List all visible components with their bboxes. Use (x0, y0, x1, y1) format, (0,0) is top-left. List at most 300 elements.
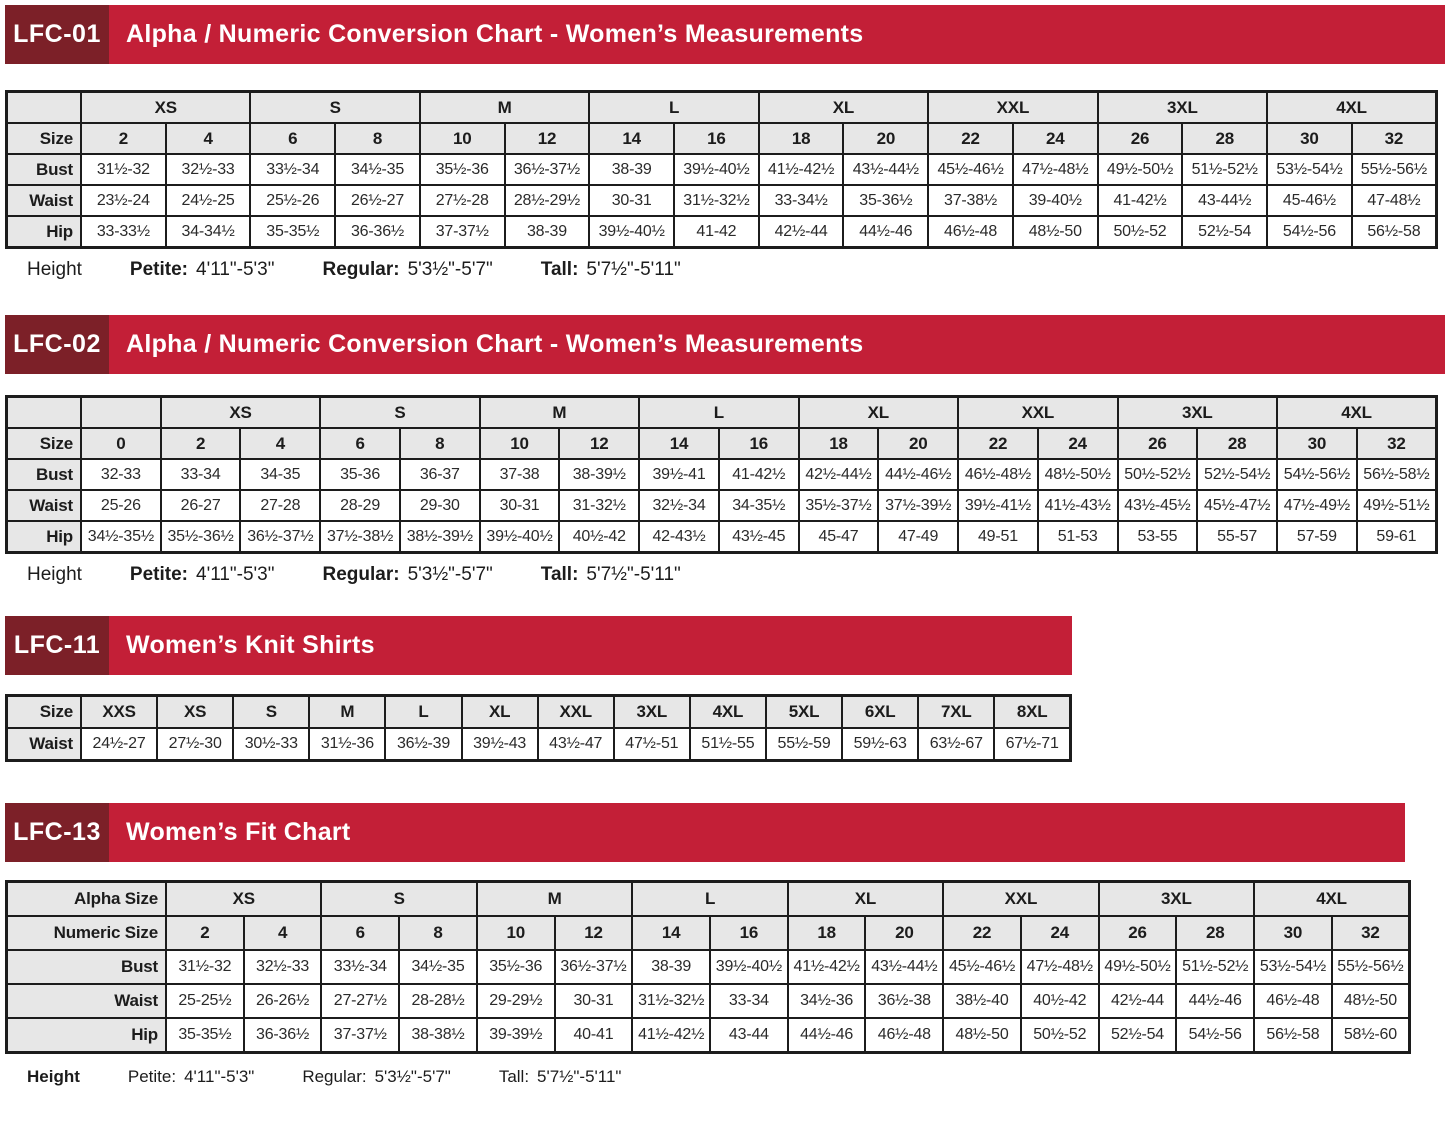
value-cell: 42½-44½ (799, 459, 879, 490)
header-cell: XL (759, 92, 928, 124)
conversion-table-lfc-02 (5, 395, 1438, 554)
header-cell: XS (161, 397, 320, 429)
value-cell: 51½-52½ (1176, 950, 1254, 984)
header-cell: XXL (958, 397, 1117, 429)
value-cell: 28½-29½ (505, 185, 590, 216)
value-cell: 45½-46½ (928, 154, 1013, 185)
header-cell: 8 (400, 428, 480, 459)
value-cell: 39½-40½ (480, 521, 560, 553)
header-cell: S (320, 397, 479, 429)
header-cell: 10 (420, 123, 505, 154)
header-cell: 14 (589, 123, 674, 154)
row-label-cell: Bust (7, 459, 82, 490)
value-cell: 36½-37½ (240, 521, 320, 553)
header-cell: 26 (1098, 123, 1183, 154)
petite-value: 4'11"-5'3" (184, 1067, 255, 1086)
section-tag: LFC-02 (5, 315, 109, 374)
value-cell: 38-39½ (559, 459, 639, 490)
header-cell: S (250, 92, 419, 124)
value-cell: 33-34 (161, 459, 241, 490)
header-cell: 28 (1182, 123, 1267, 154)
value-cell: 28-29 (320, 490, 400, 521)
row-label-cell: Hip (7, 521, 82, 553)
value-cell: 35-36 (320, 459, 400, 490)
value-cell: 40½-42 (1021, 984, 1099, 1018)
value-cell: 32-33 (81, 459, 161, 490)
header-cell: 26 (1118, 428, 1198, 459)
value-cell: 36½-37½ (505, 154, 590, 185)
value-cell: 28-28½ (399, 984, 477, 1018)
value-cell: 50½-52 (1021, 1018, 1099, 1053)
value-cell: 25-26 (81, 490, 161, 521)
value-cell: 25-25½ (166, 984, 244, 1018)
regular-value: 5'3½"-5'7" (407, 564, 493, 585)
value-cell: 56½-58½ (1357, 459, 1437, 490)
value-cell: 43-44½ (1182, 185, 1267, 216)
value-cell: 48½-50 (943, 1018, 1021, 1053)
value-cell: 30-31 (555, 984, 633, 1018)
height-petite (130, 564, 275, 586)
row-label-cell: Waist (7, 185, 82, 216)
value-cell: 37-38 (480, 459, 560, 490)
header-cell: L (639, 397, 798, 429)
value-cell: 34-35½ (719, 490, 799, 521)
header-cell: 30 (1267, 123, 1352, 154)
row-label-cell (7, 397, 82, 429)
row-label-cell: Hip (7, 216, 82, 248)
header-cell: 6 (320, 428, 400, 459)
value-cell: 38-39 (589, 154, 674, 185)
value-cell: 42-43½ (639, 521, 719, 553)
value-cell: 41½-42½ (788, 950, 866, 984)
header-cell: 24 (1021, 916, 1099, 950)
value-cell: 36½-37½ (555, 950, 633, 984)
table-row (7, 185, 1437, 216)
section-lfc-13 (5, 803, 1445, 1087)
value-cell: 24½-25 (166, 185, 251, 216)
header-cell: 4XL (1277, 397, 1436, 429)
header-cell: 4XL (690, 696, 766, 729)
value-cell: 38-39 (632, 950, 710, 984)
header-cell: 0 (81, 428, 161, 459)
header-cell: 28 (1197, 428, 1277, 459)
value-cell: 34½-35½ (81, 521, 161, 553)
value-cell: 44½-46 (843, 216, 928, 248)
value-cell: 34½-36 (788, 984, 866, 1018)
value-cell: 47-49 (878, 521, 958, 553)
section-header-bar (5, 315, 1445, 374)
value-cell: 36½-38 (865, 984, 943, 1018)
value-cell: 38½-40 (943, 984, 1021, 1018)
section-title: Women’s Knit Shirts (126, 631, 375, 659)
header-cell: 14 (639, 428, 719, 459)
value-cell: 57-59 (1277, 521, 1357, 553)
header-cell: XXL (538, 696, 614, 729)
value-cell: 32½-33 (244, 950, 322, 984)
value-cell: 59-61 (1357, 521, 1437, 553)
value-cell: 27½-28 (420, 185, 505, 216)
section-header-bar (5, 616, 1072, 675)
row-label-cell: Waist (7, 490, 82, 521)
tall-label: Tall: (540, 564, 579, 585)
value-cell: 48½-50 (1332, 984, 1410, 1018)
table-row (7, 92, 1437, 124)
petite-label: Petite: (127, 1067, 177, 1086)
value-cell: 41-42½ (719, 459, 799, 490)
height-note (27, 564, 1445, 586)
value-cell: 39½-41 (639, 459, 719, 490)
row-label-cell: Hip (7, 1018, 167, 1053)
value-cell: 33½-34 (250, 154, 335, 185)
header-cell: 4 (240, 428, 320, 459)
value-cell: 47½-51 (614, 728, 690, 761)
height-label: Height (27, 1067, 80, 1086)
value-cell: 53½-54½ (1254, 950, 1332, 984)
value-cell: 53-55 (1118, 521, 1198, 553)
value-cell: 55½-56½ (1352, 154, 1437, 185)
header-cell: 3XL (1099, 882, 1254, 917)
value-cell: 35½-36 (477, 950, 555, 984)
header-cell: XXL (943, 882, 1098, 917)
value-cell: 37-37½ (420, 216, 505, 248)
value-cell: 56½-58 (1352, 216, 1437, 248)
table-row (7, 397, 1437, 429)
value-cell: 43½-44½ (843, 154, 928, 185)
value-cell: 30½-33 (233, 728, 309, 761)
value-cell: 48½-50½ (1038, 459, 1118, 490)
value-cell: 49½-51½ (1357, 490, 1437, 521)
height-regular (323, 564, 493, 586)
value-cell: 56½-58 (1254, 1018, 1332, 1053)
header-cell: 30 (1277, 428, 1357, 459)
header-cell: XL (462, 696, 538, 729)
table-row (7, 1018, 1410, 1053)
table-row (7, 216, 1437, 248)
value-cell: 33-34 (710, 984, 788, 1018)
tall-label: Tall: (540, 259, 579, 280)
header-cell: 5XL (766, 696, 842, 729)
value-cell: 38-39 (505, 216, 590, 248)
header-cell: S (233, 696, 309, 729)
value-cell: 36-36½ (335, 216, 420, 248)
row-label-cell: Bust (7, 950, 167, 984)
header-cell: XL (788, 882, 943, 917)
header-cell: 3XL (614, 696, 690, 729)
height-petite (128, 1067, 254, 1087)
header-cell: 32 (1352, 123, 1437, 154)
section-lfc-01 (5, 5, 1445, 281)
header-cell: 8XL (994, 696, 1070, 729)
row-label-cell: Numeric Size (7, 916, 167, 950)
header-cell: XS (166, 882, 321, 917)
row-label-cell: Alpha Size (7, 882, 167, 917)
value-cell: 39½-40½ (710, 950, 788, 984)
value-cell: 31-32½ (559, 490, 639, 521)
header-cell: M (420, 92, 589, 124)
header-cell: 20 (865, 916, 943, 950)
table-row (7, 490, 1437, 521)
table-row (7, 154, 1437, 185)
value-cell: 36-37 (400, 459, 480, 490)
table-row (7, 696, 1071, 729)
header-cell: 4XL (1254, 882, 1409, 917)
table-row (7, 984, 1410, 1018)
value-cell: 40½-42 (559, 521, 639, 553)
header-cell: 10 (480, 428, 560, 459)
value-cell: 23½-24 (81, 185, 166, 216)
table-row (7, 459, 1437, 490)
value-cell: 55½-59 (766, 728, 842, 761)
value-cell: 34-34½ (166, 216, 251, 248)
petite-value: 4'11"-5'3" (196, 259, 275, 280)
header-cell: 3XL (1098, 92, 1267, 124)
header-cell: M (309, 696, 385, 729)
value-cell: 37-37½ (321, 1018, 399, 1053)
value-cell: 50½-52½ (1118, 459, 1198, 490)
header-cell: XXS (81, 696, 157, 729)
value-cell: 47½-48½ (1013, 154, 1098, 185)
value-cell: 25½-26 (250, 185, 335, 216)
table-row (7, 123, 1437, 154)
header-cell: 32 (1357, 428, 1437, 459)
value-cell: 43-44 (710, 1018, 788, 1053)
header-cell: 6 (321, 916, 399, 950)
value-cell: 34½-35 (335, 154, 420, 185)
header-cell (81, 397, 161, 429)
regular-label: Regular: (322, 564, 400, 585)
value-cell: 54½-56 (1176, 1018, 1254, 1053)
header-cell: 16 (674, 123, 759, 154)
height-petite (130, 259, 275, 281)
header-cell: 30 (1254, 916, 1332, 950)
tall-label: Tall: (498, 1067, 530, 1086)
value-cell: 41-42 (674, 216, 759, 248)
value-cell: 31½-32½ (632, 984, 710, 1018)
value-cell: 54½-56½ (1277, 459, 1357, 490)
header-cell: L (589, 92, 758, 124)
row-label-cell: Size (7, 123, 82, 154)
value-cell: 44½-46 (788, 1018, 866, 1053)
value-cell: 45-46½ (1267, 185, 1352, 216)
section-title: Alpha / Numeric Conversion Chart - Women’s Measurements (126, 20, 864, 48)
value-cell: 26-26½ (244, 984, 322, 1018)
header-cell: 20 (878, 428, 958, 459)
value-cell: 31½-32½ (674, 185, 759, 216)
header-cell: 4 (244, 916, 322, 950)
value-cell: 35-36½ (843, 185, 928, 216)
table-row (7, 521, 1437, 553)
value-cell: 55-57 (1197, 521, 1277, 553)
value-cell: 48½-50 (1013, 216, 1098, 248)
header-cell: 6XL (842, 696, 918, 729)
tall-value: 5'7½"-5'11" (537, 1067, 622, 1086)
petite-value: 4'11"-5'3" (196, 564, 275, 585)
regular-value: 5'3½"-5'7" (407, 259, 493, 280)
value-cell: 49½-50½ (1099, 950, 1177, 984)
section-lfc-02 (5, 315, 1445, 586)
value-cell: 46½-48½ (958, 459, 1038, 490)
value-cell: 35½-36 (420, 154, 505, 185)
petite-label: Petite: (129, 564, 188, 585)
height-regular (302, 1067, 450, 1087)
header-cell: 2 (166, 916, 244, 950)
row-label-cell (7, 92, 82, 124)
table-row (7, 950, 1410, 984)
row-label-cell: Size (7, 428, 82, 459)
value-cell: 53½-54½ (1267, 154, 1352, 185)
header-cell: 26 (1099, 916, 1177, 950)
header-cell: 22 (928, 123, 1013, 154)
header-cell: 12 (559, 428, 639, 459)
header-cell: 10 (477, 916, 555, 950)
value-cell: 41½-42½ (632, 1018, 710, 1053)
table-row (7, 728, 1071, 761)
value-cell: 43½-45½ (1118, 490, 1198, 521)
value-cell: 35½-37½ (799, 490, 879, 521)
value-cell: 26-27 (161, 490, 241, 521)
row-label-cell: Size (7, 696, 82, 729)
value-cell: 54½-56 (1267, 216, 1352, 248)
section-header-bar (5, 5, 1445, 64)
header-cell: XS (157, 696, 233, 729)
header-cell: 8 (335, 123, 420, 154)
header-cell: 14 (632, 916, 710, 950)
value-cell: 63½-67 (918, 728, 994, 761)
value-cell: 45½-47½ (1197, 490, 1277, 521)
value-cell: 37-38½ (928, 185, 1013, 216)
value-cell: 42½-44 (759, 216, 844, 248)
header-cell: 28 (1176, 916, 1254, 950)
value-cell: 44½-46½ (878, 459, 958, 490)
value-cell: 41-42½ (1098, 185, 1183, 216)
value-cell: 31½-32 (166, 950, 244, 984)
value-cell: 30-31 (480, 490, 560, 521)
regular-label: Regular: (322, 259, 400, 280)
value-cell: 31½-36 (309, 728, 385, 761)
value-cell: 45-47 (799, 521, 879, 553)
row-label-cell: Waist (7, 728, 82, 761)
value-cell: 32½-33 (166, 154, 251, 185)
value-cell: 41½-42½ (759, 154, 844, 185)
value-cell: 50½-52 (1098, 216, 1183, 248)
value-cell: 39½-43 (462, 728, 538, 761)
value-cell: 30-31 (589, 185, 674, 216)
value-cell: 43½-47 (538, 728, 614, 761)
value-cell: 47½-48½ (1021, 950, 1099, 984)
value-cell: 27-28 (240, 490, 320, 521)
value-cell: 31½-32 (81, 154, 166, 185)
header-cell: XS (81, 92, 250, 124)
table-row (7, 882, 1410, 917)
value-cell: 41½-43½ (1038, 490, 1118, 521)
value-cell: 36-36½ (244, 1018, 322, 1053)
value-cell: 43½-45 (719, 521, 799, 553)
value-cell: 27-27½ (321, 984, 399, 1018)
header-cell: 16 (710, 916, 788, 950)
height-label: Height (27, 259, 82, 280)
header-cell: 24 (1038, 428, 1118, 459)
header-cell: 8 (399, 916, 477, 950)
table-row (7, 428, 1437, 459)
conversion-table-lfc-01 (5, 90, 1438, 249)
header-cell: XXL (928, 92, 1097, 124)
value-cell: 38½-39½ (400, 521, 480, 553)
value-cell: 29-30 (400, 490, 480, 521)
value-cell: 39½-41½ (958, 490, 1038, 521)
value-cell: 37½-39½ (878, 490, 958, 521)
header-cell: S (321, 882, 476, 917)
value-cell: 39-40½ (1013, 185, 1098, 216)
value-cell: 45½-46½ (943, 950, 1021, 984)
header-cell: M (480, 397, 639, 429)
value-cell: 39½-40½ (589, 216, 674, 248)
value-cell: 46½-48 (865, 1018, 943, 1053)
section-tag: LFC-01 (5, 5, 109, 64)
header-cell: 2 (81, 123, 166, 154)
value-cell: 33½-34 (321, 950, 399, 984)
value-cell: 36½-39 (385, 728, 461, 761)
row-label-cell: Waist (7, 984, 167, 1018)
value-cell: 39-39½ (477, 1018, 555, 1053)
value-cell: 46½-48 (1254, 984, 1332, 1018)
header-cell: 18 (799, 428, 879, 459)
header-cell: L (632, 882, 787, 917)
value-cell: 59½-63 (842, 728, 918, 761)
header-cell: 4XL (1267, 92, 1436, 124)
value-cell: 52½-54 (1099, 1018, 1177, 1053)
value-cell: 34½-35 (399, 950, 477, 984)
value-cell: 29-29½ (477, 984, 555, 1018)
height-tall (541, 259, 681, 281)
header-cell: 7XL (918, 696, 994, 729)
value-cell: 26½-27 (335, 185, 420, 216)
value-cell: 47-48½ (1352, 185, 1437, 216)
value-cell: 34-35 (240, 459, 320, 490)
tall-value: 5'7½"-5'11" (586, 259, 681, 280)
height-tall (541, 564, 681, 586)
value-cell: 51-53 (1038, 521, 1118, 553)
fit-chart-table-lfc-13 (5, 880, 1411, 1054)
value-cell: 58½-60 (1332, 1018, 1410, 1053)
header-cell: 12 (555, 916, 633, 950)
header-cell: 22 (943, 916, 1021, 950)
value-cell: 51½-55 (690, 728, 766, 761)
value-cell: 38-38½ (399, 1018, 477, 1053)
value-cell: 47½-49½ (1277, 490, 1357, 521)
header-cell: 4 (166, 123, 251, 154)
petite-label: Petite: (129, 259, 188, 280)
value-cell: 49½-50½ (1098, 154, 1183, 185)
section-lfc-11 (5, 616, 1445, 762)
value-cell: 52½-54 (1182, 216, 1267, 248)
header-cell: 32 (1332, 916, 1410, 950)
value-cell: 35½-36½ (161, 521, 241, 553)
row-label-cell: Bust (7, 154, 82, 185)
value-cell: 51½-52½ (1182, 154, 1267, 185)
header-cell: 6 (250, 123, 335, 154)
header-cell: L (385, 696, 461, 729)
header-cell: 12 (505, 123, 590, 154)
value-cell: 35-35½ (250, 216, 335, 248)
height-label: Height (27, 564, 82, 585)
header-cell: 16 (719, 428, 799, 459)
header-cell: 20 (843, 123, 928, 154)
value-cell: 33-34½ (759, 185, 844, 216)
value-cell: 37½-38½ (320, 521, 400, 553)
tall-value: 5'7½"-5'11" (586, 564, 681, 585)
header-cell: 24 (1013, 123, 1098, 154)
value-cell: 24½-27 (81, 728, 157, 761)
